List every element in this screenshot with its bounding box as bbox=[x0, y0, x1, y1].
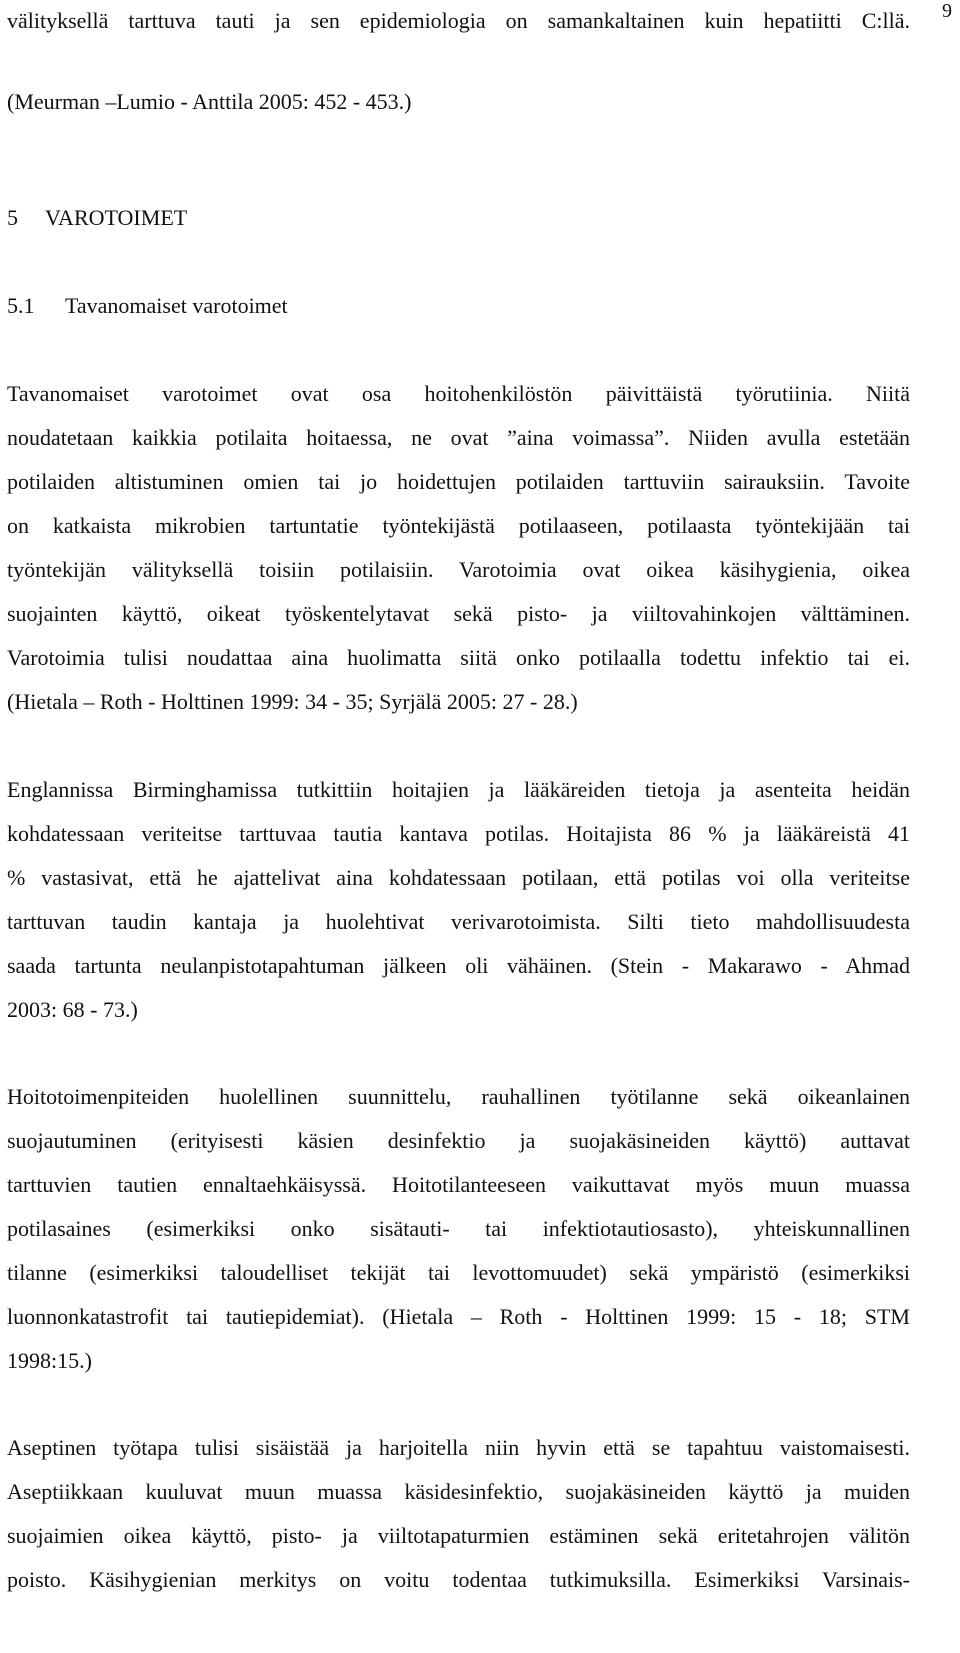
paragraph-line: noudatetaan kaikkia potilaita hoitaessa, ne ovat ”aina voimassa”. Niiden avulla estetään bbox=[7, 425, 910, 450]
paragraph-line: tilanne (esimerkiksi taloudelliset tekijät tai levottomuudet) sekä ympäristö (esimerkiksi bbox=[7, 1260, 910, 1285]
paragraph-line: Tavanomaiset varotoimet ovat osa hoitohenkilöstön päivittäistä työrutiinia. Niitä bbox=[7, 381, 910, 406]
section-title: VAROTOIMET bbox=[45, 205, 188, 230]
paragraph-line: tarttuvien tautien ennaltaehkäisyssä. Hoitotilanteeseen vaikuttavat myös muun muassa bbox=[7, 1172, 910, 1197]
paragraph-line: Varotoimia tulisi noudattaa aina huolimatta siitä onko potilaalla todettu infektio tai ei. bbox=[7, 645, 910, 670]
paragraph-line: luonnonkatastrofit tai tautiepidemiat). (Hietala – Roth - Holttinen 1999: 15 - 18; STM bbox=[7, 1304, 910, 1329]
paragraph-line: Aseptiikkaan kuuluvat muun muassa käsidesinfektio, suojakäsineiden käyttö ja muiden bbox=[7, 1479, 910, 1504]
paragraph-line: työntekijän välityksellä toisiin potilaisiin. Varotoimia ovat oikea käsihygienia, oikea bbox=[7, 557, 910, 582]
paragraph-line: potilaiden altistuminen omien tai jo hoidettujen potilaiden tarttuviin sairauksiin. Tavoite bbox=[7, 469, 910, 494]
subsection-title: Tavanomaiset varotoimet bbox=[65, 293, 288, 318]
paragraph-line: suojaimien oikea käyttö, pisto- ja viiltotapaturmien estäminen sekä eritetahrojen välitön bbox=[7, 1523, 910, 1548]
intro-line-2: (Meurman –Lumio - Anttila 2005: 452 - 453.) bbox=[7, 89, 412, 114]
paragraph-line: poisto. Käsihygienian merkitys on voitu todentaa tutkimuksilla. Esimerkiksi Varsinais- bbox=[7, 1567, 910, 1592]
paragraph-line: kohdatessaan veriteitse tarttuvaa tautia kantava potilas. Hoitajista 86 % ja lääkäreistä 41 bbox=[7, 821, 910, 846]
paragraph-line: 1998:15.) bbox=[7, 1348, 92, 1373]
section-heading bbox=[7, 204, 187, 232]
paragraph-line: on katkaista mikrobien tartuntatie työntekijästä potilaaseen, potilaasta työntekijään tai bbox=[7, 513, 910, 538]
paragraph-line: (Hietala – Roth - Holttinen 1999: 34 - 35; Syrjälä 2005: 27 - 28.) bbox=[7, 689, 578, 714]
subsection-heading bbox=[7, 292, 288, 320]
paragraph-line: saada tartunta neulanpistotapahtuman jälkeen oli vähäinen. (Stein - Makarawo - Ahmad bbox=[7, 953, 910, 978]
paragraph-line: Aseptinen työtapa tulisi sisäistää ja harjoitella niin hyvin että se tapahtuu vaistomaisesti. bbox=[7, 1435, 910, 1460]
paragraph-line: tarttuvan taudin kantaja ja huolehtivat verivarotoimista. Silti tieto mahdollisuudesta bbox=[7, 909, 910, 934]
subsection-number: 5.1 bbox=[7, 293, 35, 318]
paragraph-line: suojautuminen (erityisesti käsien desinfektio ja suojakäsineiden käyttö) auttavat bbox=[7, 1128, 910, 1153]
paragraph-line: Englannissa Birminghamissa tutkittiin hoitajien ja lääkäreiden tietoja ja asenteita heidän bbox=[7, 777, 910, 802]
paragraph-line: % vastasivat, että he ajattelivat aina kohdatessaan potilaan, että potilas voi olla veriteitse bbox=[7, 865, 910, 890]
section-number: 5 bbox=[7, 205, 18, 230]
paragraph-line: suojainten käyttö, oikeat työskentelytavat sekä pisto- ja viiltovahinkojen välttäminen. bbox=[7, 601, 910, 626]
paragraph-line: potilasaines (esimerkiksi onko sisätauti- tai infektiotautiosasto), yhteiskunnallinen bbox=[7, 1216, 910, 1241]
page-number: 9 bbox=[942, 0, 952, 22]
paragraph-line: 2003: 68 - 73.) bbox=[7, 997, 138, 1022]
paragraph-line: Hoitotoimenpiteiden huolellinen suunnittelu, rauhallinen työtilanne sekä oikeanlainen bbox=[7, 1084, 910, 1109]
intro-line-1: välityksellä tarttuva tauti ja sen epidemiologia on samankaltainen kuin hepatiitti C:llä. bbox=[7, 8, 910, 33]
